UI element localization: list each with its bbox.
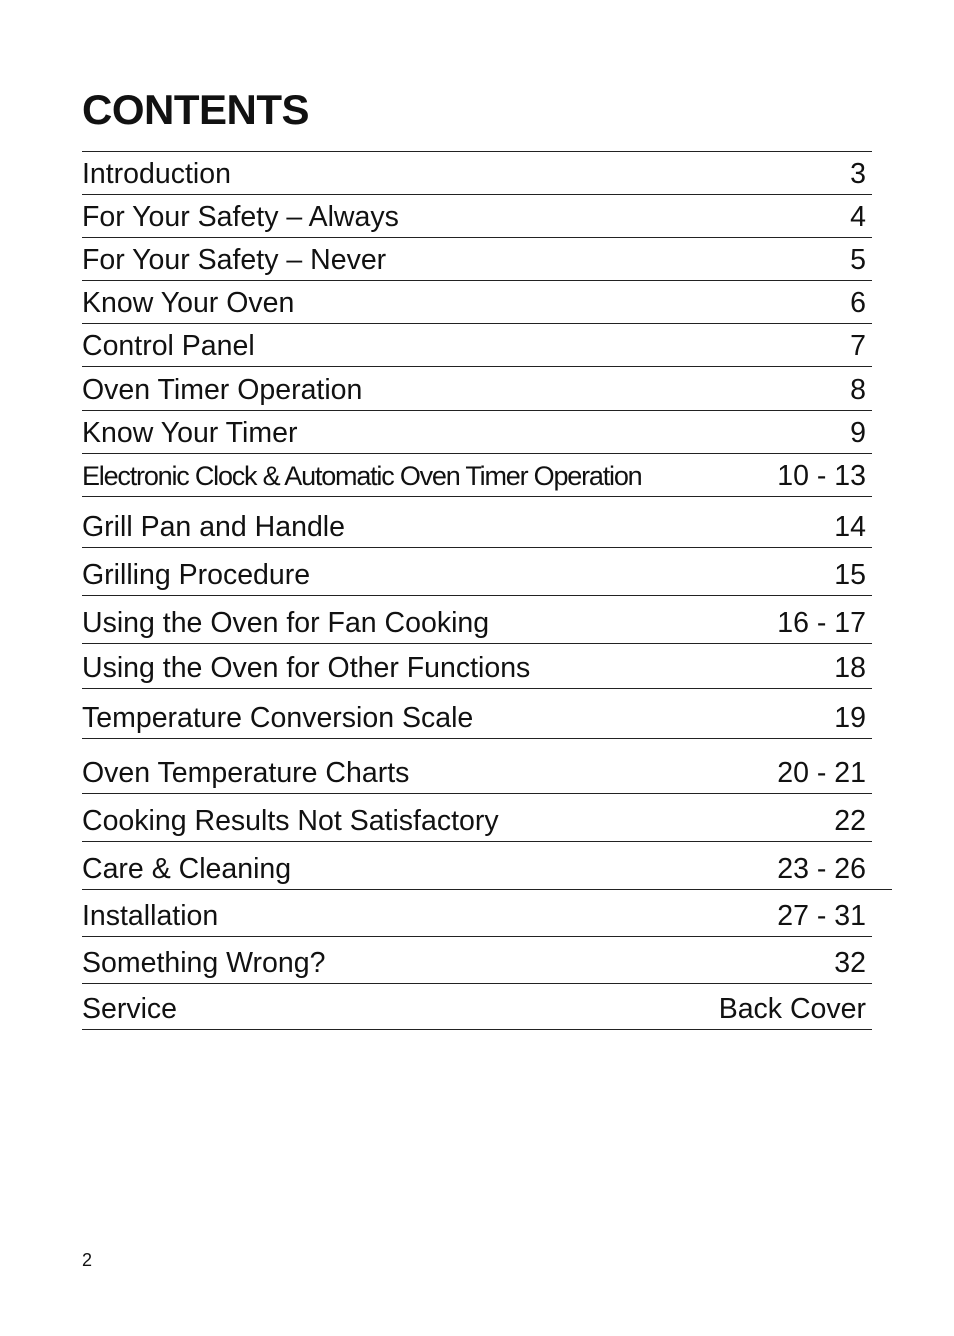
toc-entry-page: 10 - 13 bbox=[777, 460, 866, 492]
toc-entry[interactable] bbox=[82, 984, 872, 1030]
toc-entry[interactable] bbox=[82, 739, 872, 794]
toc-entry-page: 23 - 26 bbox=[777, 853, 866, 885]
toc-entry[interactable] bbox=[82, 367, 872, 411]
toc-entry[interactable] bbox=[82, 644, 872, 689]
toc-entry-page: 3 bbox=[850, 158, 866, 190]
toc-entry-page: 14 bbox=[834, 511, 866, 543]
toc-entry-page: 27 - 31 bbox=[777, 900, 866, 932]
toc-entry[interactable] bbox=[82, 689, 872, 739]
toc-entry-label: For Your Safety – Always bbox=[82, 201, 399, 233]
toc-entry-label: Using the Oven for Fan Cooking bbox=[82, 607, 490, 639]
toc-entry-label: Introduction bbox=[82, 158, 231, 190]
toc-entry-page: 19 bbox=[834, 702, 866, 734]
toc-entry[interactable] bbox=[82, 794, 872, 842]
toc-entry[interactable] bbox=[82, 596, 872, 644]
toc-entry[interactable] bbox=[82, 152, 872, 195]
toc-entry-page: 20 - 21 bbox=[777, 757, 866, 789]
toc-entry[interactable] bbox=[82, 195, 872, 238]
toc-entry-page: 9 bbox=[850, 417, 866, 449]
toc-entry-label: Care & Cleaning bbox=[82, 853, 292, 885]
toc-entry-page: 32 bbox=[834, 947, 866, 979]
toc-entry[interactable] bbox=[82, 890, 872, 937]
toc-entry-label: Service bbox=[82, 993, 178, 1025]
toc-entry-label: Oven Timer Operation bbox=[82, 374, 363, 406]
toc-entry-label: For Your Safety – Never bbox=[82, 244, 387, 276]
toc-entry-label: Something Wrong? bbox=[82, 947, 326, 979]
page-number: 2 bbox=[82, 1250, 93, 1270]
toc-entry[interactable] bbox=[82, 411, 872, 454]
toc-entry-page: 15 bbox=[834, 559, 866, 591]
toc-entry-page: 5 bbox=[850, 244, 866, 276]
toc-entry-label: Installation bbox=[82, 900, 219, 932]
toc-entry-page: 4 bbox=[850, 201, 866, 233]
toc-entry-page: 7 bbox=[850, 330, 866, 362]
toc-entry-label: Control Panel bbox=[82, 330, 255, 362]
toc-entry-page: 18 bbox=[834, 652, 866, 684]
toc-entry[interactable] bbox=[82, 281, 872, 324]
toc-entry-label: Oven Temperature Charts bbox=[82, 757, 410, 789]
toc-entry-page: 6 bbox=[850, 287, 866, 319]
page-title: CONTENTS bbox=[82, 86, 309, 133]
toc-entry-page: Back Cover bbox=[718, 993, 866, 1025]
toc-entry-page: 16 - 17 bbox=[777, 607, 866, 639]
toc-entry[interactable] bbox=[82, 324, 872, 367]
toc-entry[interactable] bbox=[82, 937, 872, 984]
toc-entry-label: Know Your Timer bbox=[82, 417, 298, 449]
toc-entry-page: 22 bbox=[834, 805, 866, 837]
toc-entry-label: Electronic Clock & Automatic Oven Timer Operation bbox=[82, 461, 642, 491]
toc-entry-label: Grilling Procedure bbox=[82, 559, 311, 591]
toc-entry[interactable] bbox=[82, 842, 872, 890]
toc-entry-label: Grill Pan and Handle bbox=[82, 511, 345, 543]
toc-entry[interactable] bbox=[82, 548, 872, 596]
table-of-contents bbox=[82, 151, 872, 1030]
toc-entry[interactable] bbox=[82, 497, 872, 548]
toc-entry[interactable] bbox=[82, 454, 872, 497]
toc-entry-page: 8 bbox=[850, 374, 866, 406]
toc-entry[interactable] bbox=[82, 238, 872, 281]
toc-entry-label: Know Your Oven bbox=[82, 287, 295, 319]
toc-entry-label: Using the Oven for Other Functions bbox=[82, 652, 531, 684]
toc-entry-label: Temperature Conversion Scale bbox=[82, 702, 474, 734]
toc-entry-label: Cooking Results Not Satisfactory bbox=[82, 805, 499, 837]
